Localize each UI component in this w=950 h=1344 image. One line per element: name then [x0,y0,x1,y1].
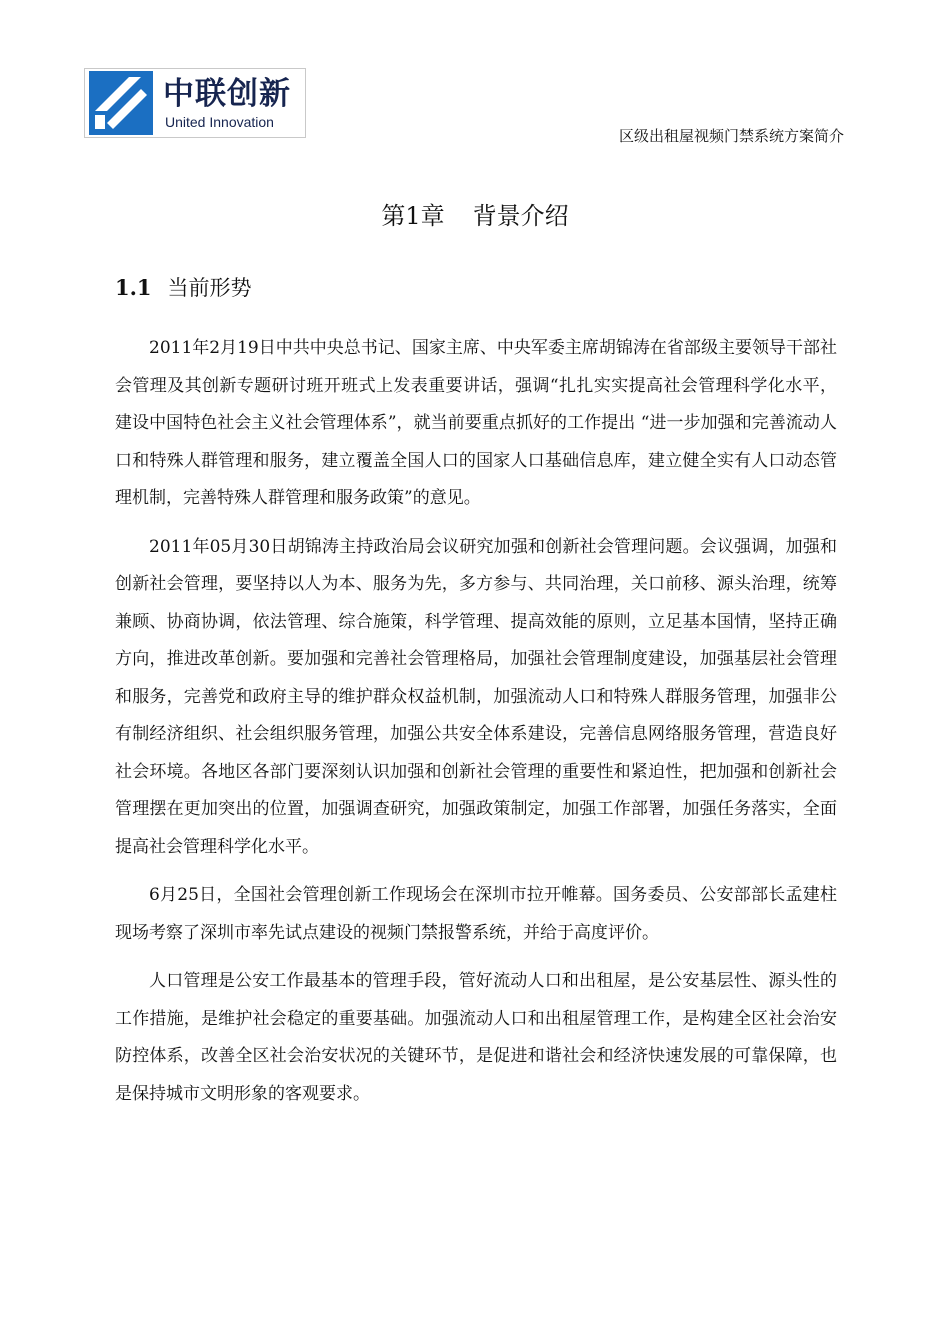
logo-text-cn: 中联创新 [163,76,291,112]
paragraph: 2011年05月30日胡锦涛主持政治局会议研究加强和创新社会管理问题。会议强调，加强和创新社会管理，要坚持以人为本、服务为先，多方参与、共同治理，关口前移、源头治理，统筹兼顾、协商协调，依法管理、综合施策，科学管理、提高效能的原则，立足基本国情，坚持正确方向，推进改革创新。要加强和完善社会管理格局，加强社会管理制度建设，加强基层社会管理和服务，完善党和政府主导的维护群众权益机制，加强流动人口和特殊人群服务管理，加强非公有制经济组织、社会组织服务管理，加强公共安全体系建设，完善信息网络服务管理，营造良好社会环境。各地区各部门要深刻认识加强和创新社会管理的重要性和紧迫性，把加强和创新社会管理摆在更加突出的位置，加强调查研究，加强政策制定，加强工作部署，加强任务落实，全面提高社会管理科学化水平。 [115,536,837,857]
chapter-heading [0,199,950,233]
document-header-title: 区级出租屋视频门禁系统方案简介 [618,127,844,145]
body-text [115,330,837,1124]
section-heading [115,272,252,304]
section-title: 当前形势 [167,276,252,300]
logo-text-en: United Innovation [165,114,274,130]
section-number: 1.1 [115,275,152,300]
chapter-number: 第1章 [381,202,445,230]
paragraph: 6月25日，全国社会管理创新工作现场会在深圳市拉开帷幕。国务委员、公安部部长孟建柱现场考察了深圳市率先试点建设的视频门禁报警系统，并给于高度评价。 [115,885,837,943]
company-logo [84,68,306,138]
chapter-title: 背景介绍 [472,202,569,230]
header-divider [84,149,844,150]
paragraph: 2011年2月19日中共中央总书记、国家主席、中央军委主席胡锦涛在省部级主要领导干部社会管理及其创新专题研讨班开班式上发表重要讲话，强调“扎扎实实提高社会管理科学化水平，建设中国特色社会主义社会管理体系”，就当前要重点抓好的工作提出 “进一步加强和完善流动人口和特殊人群管理和服务，建立覆盖全国人口的国家人口基础信息库，建立健全实有人口动态管理机制，完善特殊人群管理和服务政策”的意见。 [115,338,837,508]
paragraph: 人口管理是公安工作最基本的管理手段，管好流动人口和出租屋，是公安基层性、源头性的工作措施，是维护社会稳定的重要基础。加强流动人口和出租屋管理工作，是构建全区社会治安防控体系，改善全区社会治安状况的关键环节，是促进和谐社会和经济快速发展的可靠保障，也是保持城市文明形象的客观要求。 [115,971,837,1104]
company-logo-icon [89,71,153,135]
